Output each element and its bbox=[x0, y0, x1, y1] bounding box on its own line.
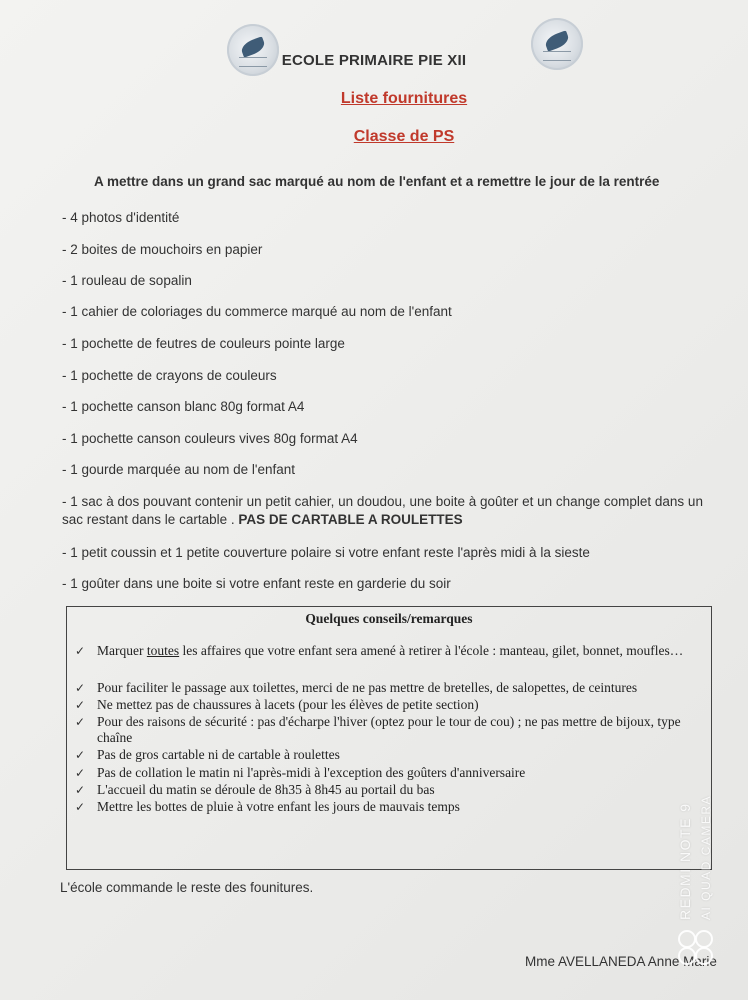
list-item-backpack bbox=[62, 493, 712, 529]
checkmark-icon: ✓ bbox=[75, 800, 86, 814]
list-item: - 1 goûter dans une boite si votre enfant reste en garderie du soir bbox=[62, 576, 451, 591]
backpack-text: - 1 sac à dos pouvant contenir un petit cahier, un doudou, une boite à goûter et un change complet dans un sac restant dans le cartable . bbox=[62, 494, 703, 527]
intro-instruction: A mettre dans un grand sac marqué au nom de l'enfant et a remettre le jour de la rentrée bbox=[94, 174, 660, 189]
advice-item: ✓ Pas de collation le matin ni l'après-midi à l'exception des goûters d'anniversaire bbox=[75, 765, 526, 780]
advice-item: ✓ Ne mettez pas de chaussures à lacets (pour les élèves de petite section) bbox=[75, 697, 479, 712]
checkmark-icon: ✓ bbox=[75, 644, 86, 658]
list-item: - 1 rouleau de sopalin bbox=[62, 273, 192, 288]
advice-item: ✓ Mettre les bottes de pluie à votre enfant les jours de mauvais temps bbox=[75, 799, 460, 814]
advice-item: ✓ Marquer toutes les affaires que votre enfant sera amené à retirer à l'école : manteau, gilet, bonnet, moufles… bbox=[75, 643, 684, 658]
checkmark-icon: ✓ bbox=[75, 715, 86, 729]
checkmark-icon: ✓ bbox=[75, 748, 86, 762]
advice-item: ✓ Pour des raisons de sécurité : pas d'écharpe l'hiver (optez pour le tour de cou) ; ne pas mettre de bijoux, type chaîne bbox=[75, 714, 681, 745]
advice-box-title: Quelques conseils/remarques bbox=[305, 611, 473, 626]
list-item: - 1 pochette de crayons de couleurs bbox=[62, 368, 277, 383]
list-item: - 1 cahier de coloriages du commerce marqué au nom de l'enfant bbox=[62, 304, 452, 319]
list-item: - 2 boites de mouchoirs en papier bbox=[62, 242, 263, 257]
advice-box bbox=[66, 606, 712, 870]
footer-note: L'école commande le reste des founitures. bbox=[60, 880, 314, 895]
camera-lens-icon bbox=[678, 930, 714, 966]
advice-item: ✓ Pour faciliter le passage aux toilettes, merci de ne pas mettre de bretelles, de salopettes, de ceintures bbox=[75, 680, 638, 695]
list-item: - 1 pochette canson blanc 80g format A4 bbox=[62, 399, 305, 414]
watermark-camera: AI QUAD CAMERA bbox=[699, 794, 713, 920]
camera-watermark bbox=[673, 760, 733, 920]
watermark-model: REDMI NOTE 9 bbox=[677, 802, 693, 920]
list-item: - 1 gourde marquée au nom de l'enfant bbox=[62, 462, 295, 477]
list-item: - 1 pochette canson couleurs vives 80g format A4 bbox=[62, 431, 358, 446]
advice-item: ✓ L'accueil du matin se déroule de 8h35 à 8h45 au portail du bas bbox=[75, 782, 435, 797]
checkmark-icon: ✓ bbox=[75, 766, 86, 780]
no-rolling-bag-notice: PAS DE CARTABLE A ROULETTES bbox=[238, 512, 463, 527]
list-title: Liste fournitures bbox=[340, 90, 468, 107]
bird-emblem-icon bbox=[543, 30, 570, 51]
checkmark-icon: ✓ bbox=[75, 681, 86, 695]
checkmark-icon: ✓ bbox=[75, 698, 86, 712]
class-title: Classe de PS bbox=[353, 128, 455, 145]
underlined-word: toutes bbox=[146, 643, 180, 658]
list-item: - 4 photos d'identité bbox=[62, 210, 180, 225]
list-item: - 1 petit coussin et 1 petite couverture polaire si votre enfant reste l'après midi à la sieste bbox=[62, 545, 590, 560]
advice-item: ✓ Pas de gros cartable ni de cartable à roulettes bbox=[75, 747, 340, 762]
school-name: ECOLE PRIMAIRE PIE XII bbox=[281, 52, 467, 69]
checkmark-icon: ✓ bbox=[75, 783, 86, 797]
signature: Mme AVELLANEDA Anne Marie bbox=[525, 954, 717, 969]
list-item: - 1 pochette de feutres de couleurs pointe large bbox=[62, 336, 345, 351]
